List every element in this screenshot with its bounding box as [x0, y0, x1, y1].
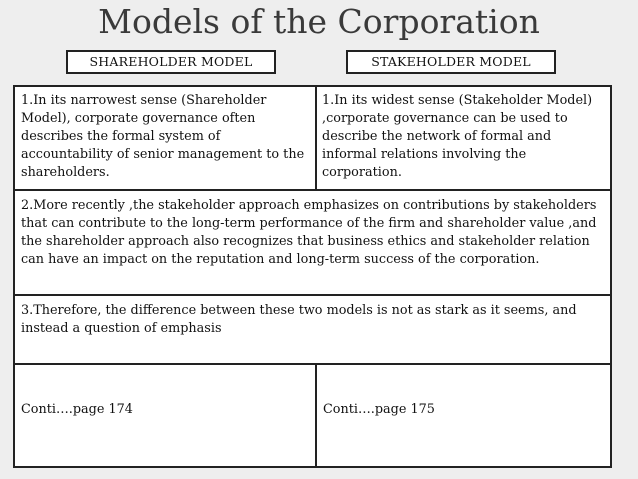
shareholder-model-label: SHAREHOLDER MODEL	[66, 50, 276, 74]
shareholder-point-1-text: 1.In its narrowest sense (Shareholder Model), corporate governance often describes the formal system of accountability of senior management to the shareholders.	[21, 93, 305, 180]
point-2-cell	[15, 191, 610, 294]
slide-title: Models of the Corporation	[98, 2, 540, 41]
continued-right-text: Conti….page 175	[323, 402, 435, 417]
point-3-cell	[15, 296, 610, 363]
point-3-text: 3.Therefore, the difference between these two models is not as stark as it seems, and instead a question of emphasis	[21, 303, 577, 336]
stakeholder-model-label: STAKEHOLDER MODEL	[346, 50, 556, 74]
continued-right-cell	[317, 365, 610, 466]
shareholder-point-1-cell	[15, 87, 315, 189]
continued-left-cell	[15, 365, 315, 466]
stakeholder-point-1-text: 1.In its widest sense (Stakeholder Model) ,corporate governance can be used to describe the network of formal and informal relations involving the corporation.	[322, 93, 593, 180]
comparison-table	[13, 85, 612, 468]
stakeholder-point-1-cell	[317, 87, 610, 189]
point-2-text: 2.More recently ,the stakeholder approach emphasizes on contributions by stakeholders that can contribute to the long-term performance of the firm and shareholder value ,and the shareholder approach also recognizes that business ethics and stakeholder relation can have an impact on the reputation and long-term success of the corporation.	[21, 198, 597, 267]
continued-left-text: Conti….page 174	[21, 402, 133, 417]
